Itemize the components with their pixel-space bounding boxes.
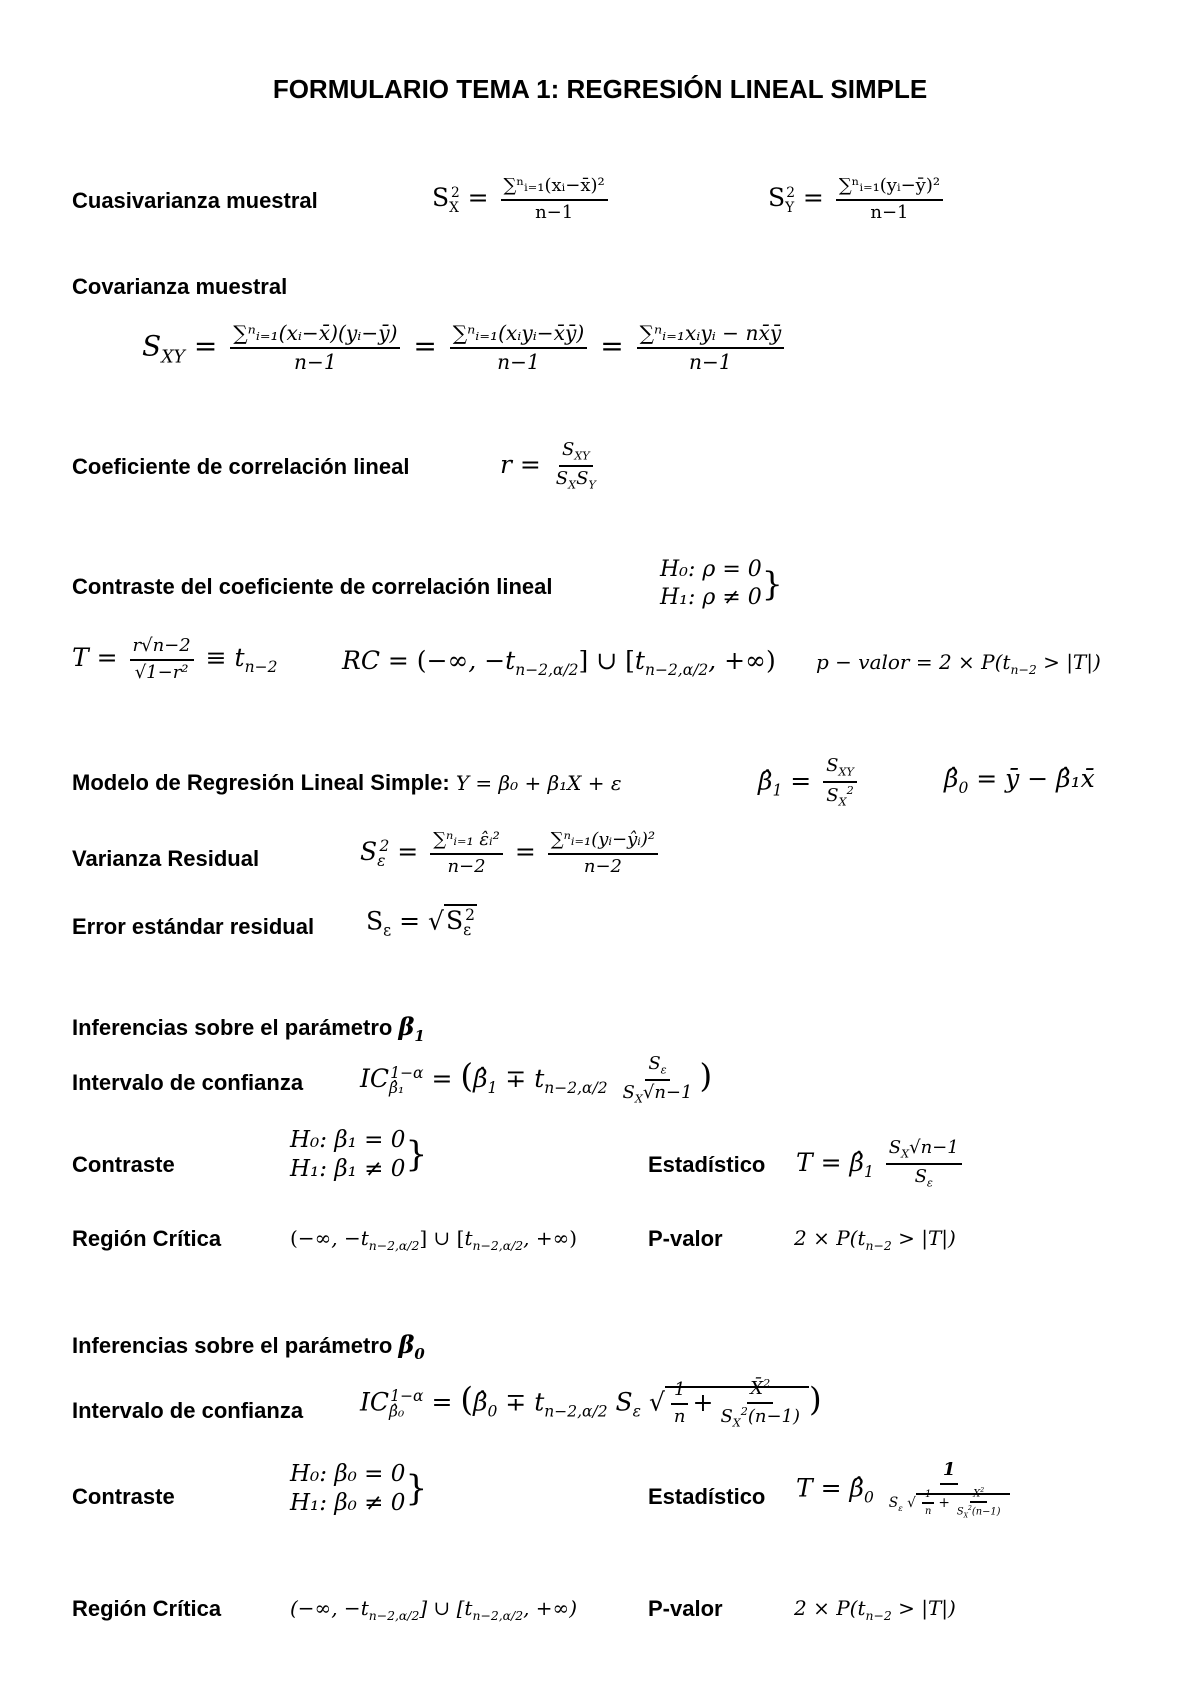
- formula-sxy: $S_{XY}$ = $\frac{\text{∑ⁿᵢ₌₁(xᵢ−x̄)(yᵢ−ȳ)}}{n-1}$ = $\frac{\text{∑ⁿᵢ₌₁(xᵢyᵢ−x̄ȳ)}}{n-1}$ = $\frac{\text{∑ⁿᵢ₌₁xᵢyᵢ − nx̄ȳ}}{n-1}$: [142, 322, 788, 374]
- formula-pvalor-b1: $2 \times P(t_{n-2} > |T|)$: [794, 1226, 956, 1253]
- hypotheses-b1: H₀: β₁ = 0 H₁: β₁ ≠ 0 }: [290, 1127, 428, 1182]
- formula-s2y: $S_Y^2$ = $\frac{\text{∑ⁿᵢ₌₁(yᵢ−ȳ)²}}{n-1}$: [768, 176, 947, 223]
- label-cuasivarianza: Cuasivarianza muestral: [72, 188, 318, 213]
- label-region-b1: Región Crítica: [72, 1226, 222, 1251]
- label-error-estandar: Error estándar residual: [72, 914, 315, 939]
- formula-rc-rho: RC = (−∞, $-t_{n-2,\alpha/2}$] ∪ [$t_{n-2,\alpha/2}$, +∞): [342, 646, 776, 679]
- label-coef-correlacion: Coeficiente de correlación lineal: [72, 454, 410, 479]
- label-intervalo-b1: Intervalo de confianza: [72, 1070, 304, 1095]
- label-estadistico-b1: Estadístico: [648, 1152, 766, 1177]
- formula-ic-b1: $IC_{\betâ_1}^{1-\alpha}$ = ($\betâ_1 \mp t_{n-2,\alpha/2}$ $\frac{S_\varepsilon}{S_X√n-1}$ ): [360, 1053, 713, 1107]
- heading-inferencias-b0: Inferencias sobre el parámetro $\beta_0$: [72, 1330, 425, 1363]
- formula-s2x: $S_X^2$ = $\frac{\text{∑ⁿᵢ₌₁(xᵢ−x̄)²}}{n-1}$: [432, 176, 612, 223]
- formula-r: r = $\frac{S_{XY}}{S_XS_Y}$: [500, 439, 596, 493]
- label-region-b0: Región Crítica: [72, 1596, 222, 1621]
- formula-ic-b0: $IC_{\betâ_0}^{1-\alpha}$ = ($\betâ_0 \mp t_{n-2,\alpha/2}$ $S_\varepsilon$ √ $\frac{1}{n}$ + $\frac{X̄^2}{S_X^2(n-1)}$ ): [360, 1377, 822, 1430]
- formula-varianza-residual: $S_\varepsilon^2$ = $\frac{\text{∑ⁿᵢ₌₁ ε̂ᵢ²}}{n-2}$ = $\frac{\text{∑ⁿᵢ₌₁(yᵢ−ŷᵢ)²}}{n-2}$: [360, 830, 662, 877]
- formula-region-b0: (−∞, $-t_{n-2,\alpha/2}$] ∪ [$t_{n-2,\alpha/2}$, +∞): [290, 1596, 578, 1623]
- label-contraste-b0: Contraste: [72, 1484, 175, 1509]
- label-covarianza: Covarianza muestral: [72, 274, 288, 299]
- label-modelo: Modelo de Regresión Lineal Simple: Y = β₀ + β₁X + ε: [72, 770, 622, 795]
- label-contraste-correlacion: Contraste del coeficiente de correlación lineal: [72, 574, 553, 599]
- formula-region-b1: (−∞, $-t_{n-2,\alpha/2}$] ∪ [$t_{n-2,\alpha/2}$, +∞): [290, 1226, 578, 1253]
- hypotheses-b0: H₀: β₀ = 0 H₁: β₀ ≠ 0 }: [290, 1461, 428, 1516]
- formula-b0-hat: $\betâ_0$ = ȳ − β̂₁x̄: [944, 764, 1095, 797]
- label-pvalor-b0: P-valor: [648, 1596, 723, 1621]
- formula-t-rho: T = $\frac{r√n-2}{\text{√1−r²}}$ ≡ $t_{n-2}$: [72, 635, 278, 683]
- label-estadistico-b0: Estadístico: [648, 1484, 766, 1509]
- label-intervalo-b0: Intervalo de confianza: [72, 1398, 304, 1423]
- formula-pvalor-b0: $2 \times P(t_{n-2} > |T|)$: [794, 1596, 956, 1623]
- label-contraste-b1: Contraste: [72, 1152, 175, 1177]
- page-title: FORMULARIO TEMA 1: REGRESIÓN LINEAL SIMPLE: [272, 74, 928, 104]
- label-varianza-residual: Varianza Residual: [72, 846, 260, 871]
- formula-b1-hat: $\betâ_1$ = $\frac{S_{XY}}{S_X^2}$: [758, 756, 861, 810]
- hypotheses-rho: H₀: ρ = 0 H₁: ρ ≠ 0 }: [660, 557, 783, 610]
- formula-estadistico-b1: $T = \betâ_1$ $\frac{S_X√n-1}{S_\varepsilon}$: [796, 1138, 966, 1191]
- heading-inferencias-b1: Inferencias sobre el parámetro $\beta_1$: [72, 1012, 425, 1045]
- label-pvalor-b1: P-valor: [648, 1226, 723, 1251]
- formula-pvalor-rho: p − valor = $2 \times P(t_{n-2} > |T|)$: [816, 650, 1101, 677]
- formula-error-estandar: $S_\varepsilon = √S_\varepsilon^2$: [366, 906, 475, 940]
- formula-estadistico-b0: $T = \betâ_0$ 1 $S_\varepsilon$ √ $\frac{1}{n}$ + $\frac{X^2}{S_X^2(n-1)}$: [796, 1460, 1017, 1520]
